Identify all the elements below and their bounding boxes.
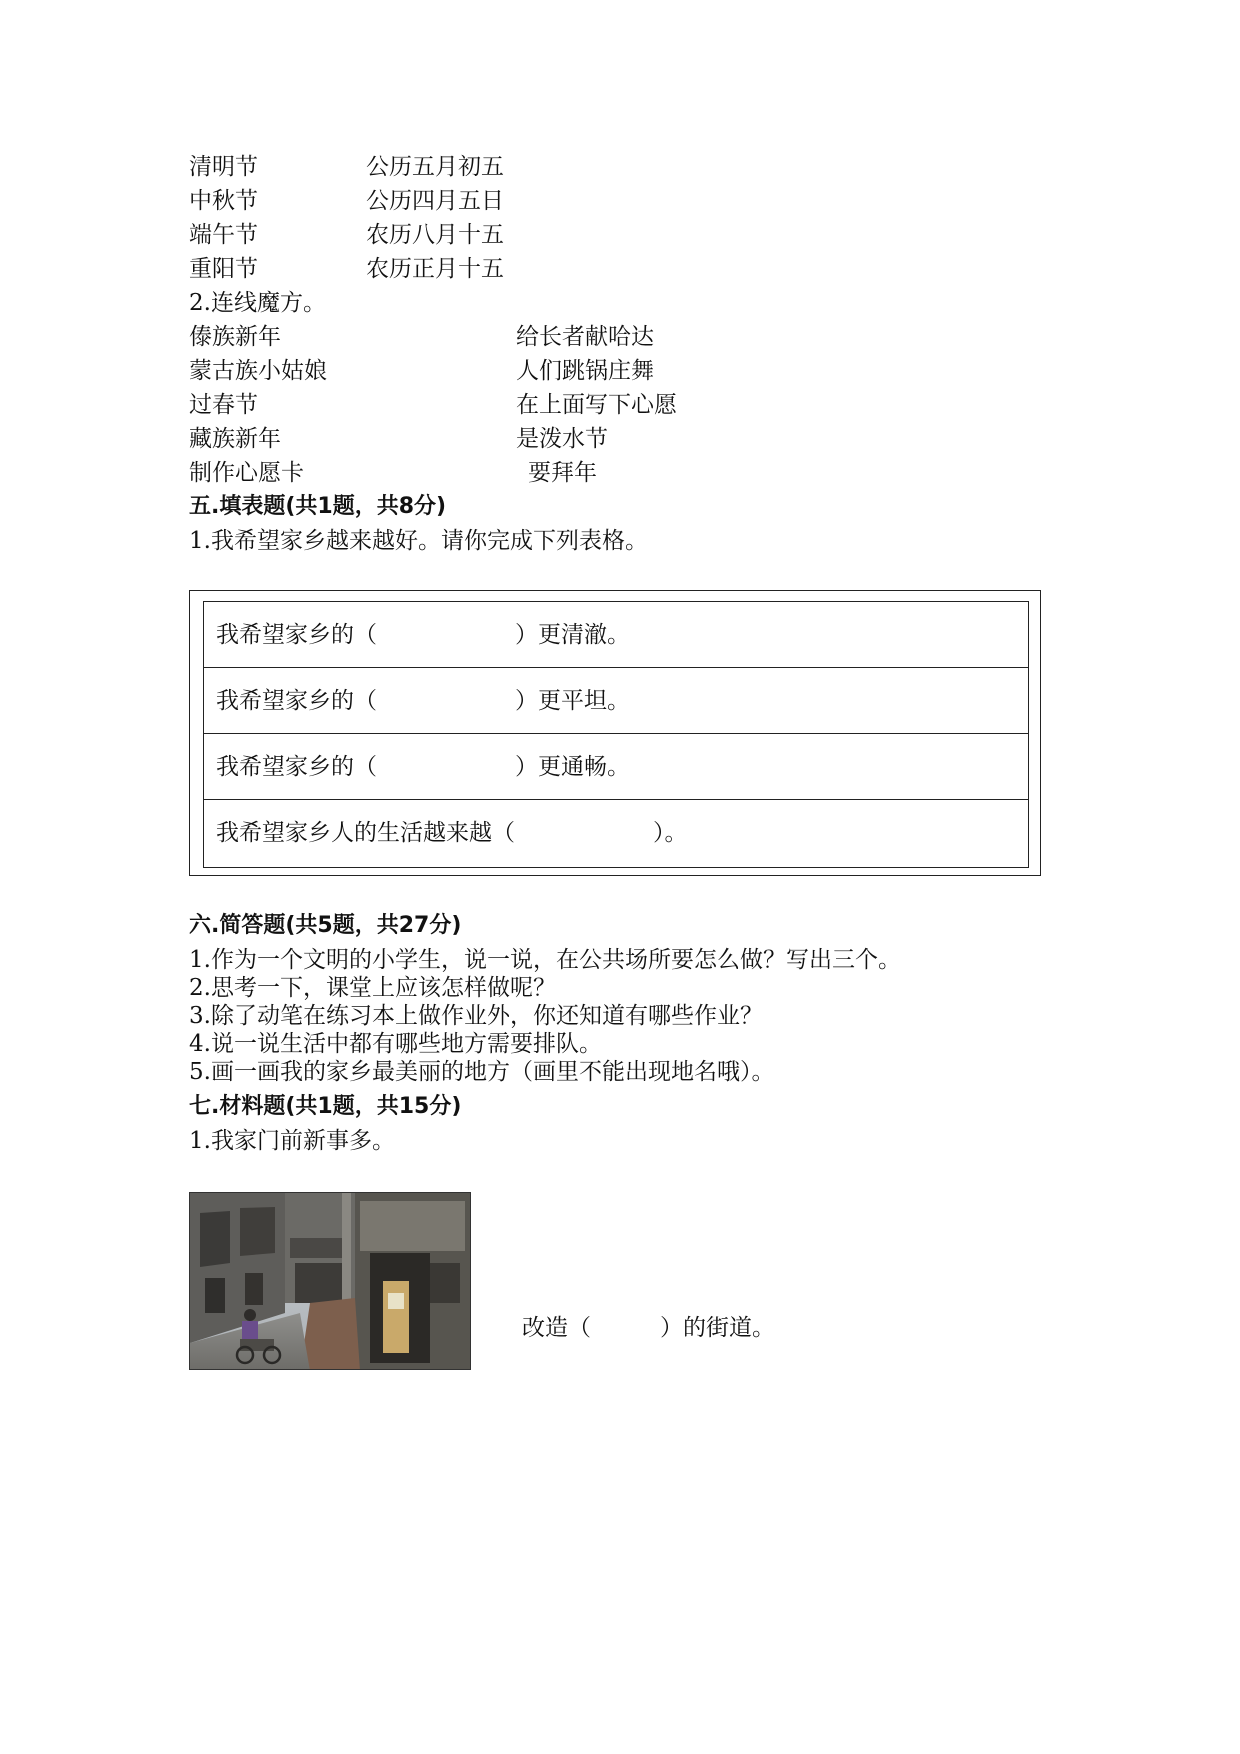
fill-table (203, 601, 1029, 868)
table-row-text[interactable]: 我希望家乡的（ ）更清澈。 (216, 622, 630, 648)
section5-q1: 1.我希望家乡越来越好。请你完成下列表格。 (189, 528, 648, 554)
section6-q5: 5.画一画我的家乡最美丽的地方（画里不能出现地名哦）。 (189, 1059, 775, 1085)
table-row (204, 734, 1028, 800)
magic-left-2: 蒙古族小姑娘 (189, 358, 327, 384)
magic-left-5: 制作心愿卡 (189, 460, 304, 486)
section7-q1: 1.我家门前新事多。 (189, 1128, 395, 1154)
old-street-photo (189, 1192, 471, 1370)
festival-left-1: 清明节 (189, 154, 258, 180)
magic-right-1: 给长者献哈达 (516, 324, 654, 350)
magic-right-4: 是泼水节 (516, 426, 608, 452)
section6-q3: 3.除了动笔在练习本上做作业外，你还知道有哪些作业？ (189, 1003, 763, 1029)
table-row-text[interactable]: 我希望家乡的（ ）更平坦。 (216, 688, 630, 714)
photo-caption[interactable]: 改造（ ）的街道。 (522, 1315, 775, 1341)
magic-right-5: 要拜年 (528, 460, 597, 486)
festival-left-2: 中秋节 (189, 188, 258, 214)
festival-right-3: 农历八月十五 (366, 222, 504, 248)
section6-q1: 1.作为一个文明的小学生，说一说，在公共场所要怎么做？写出三个。 (189, 947, 901, 973)
table-row (204, 602, 1028, 668)
festival-right-2: 公历四月五日 (366, 188, 504, 214)
magic-left-3: 过春节 (189, 392, 258, 418)
festival-right-4: 农历正月十五 (366, 256, 504, 282)
section6-q4: 4.说一说生活中都有哪些地方需要排队。 (189, 1031, 602, 1057)
table-row (204, 668, 1028, 734)
magic-right-3: 在上面写下心愿 (516, 392, 677, 418)
table-row-text[interactable]: 我希望家乡人的生活越来越（ ）。 (216, 820, 688, 846)
section5-heading: 五.填表题(共1题，共8分) (189, 494, 447, 519)
festival-left-4: 重阳节 (189, 256, 258, 282)
festival-right-1: 公历五月初五 (366, 154, 504, 180)
table-row-text[interactable]: 我希望家乡的（ ）更通畅。 (216, 754, 630, 780)
magic-left-4: 藏族新年 (189, 426, 281, 452)
section6-heading: 六.简答题(共5题，共27分) (189, 913, 462, 938)
section7-heading: 七.材料题(共1题，共15分) (189, 1094, 462, 1119)
table-row (204, 800, 1028, 866)
magic-right-2: 人们跳锅庄舞 (516, 358, 654, 384)
section6-q2: 2.思考一下，课堂上应该怎样做呢？ (189, 975, 556, 1001)
festival-left-3: 端午节 (189, 222, 258, 248)
magic-left-1: 傣族新年 (189, 324, 281, 350)
q2-title: 2.连线魔方。 (189, 290, 326, 316)
